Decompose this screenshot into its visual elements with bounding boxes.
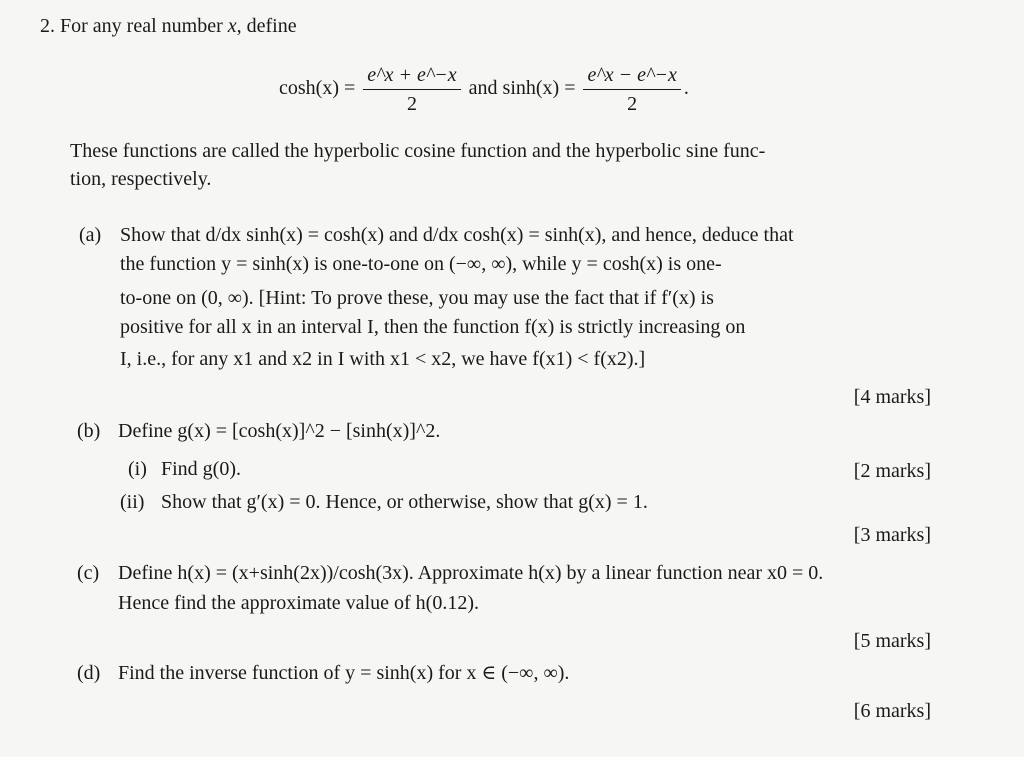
question-intro: For any real number — [60, 15, 223, 37]
part-a-line-1: Show that d/dx sinh(x) = cosh(x) and d/dx cosh(x) = sinh(x), and hence, deduce that — [120, 224, 794, 246]
question-number: 2. — [40, 15, 55, 37]
part-c-marks: [5 marks] — [853, 630, 931, 652]
cosh-lhs: cosh(x) = — [279, 77, 356, 100]
part-a-label: (a) — [79, 224, 102, 246]
part-b-label: (b) — [77, 420, 101, 442]
cosh-fraction — [363, 62, 460, 117]
question-header — [40, 13, 297, 39]
part-a-marks: [4 marks] — [853, 386, 931, 408]
part-d-text: Find the inverse function of y = sinh(x) for x ∈ (−∞, ∞). — [118, 662, 570, 684]
cosh-denominator: 2 — [363, 89, 460, 117]
question-intro-end: , define — [236, 15, 297, 37]
part-b-ii-marks: [3 marks] — [853, 524, 931, 546]
part-b-i-label: (i) — [128, 458, 147, 480]
part-b-ii-label: (ii) — [120, 491, 145, 513]
question-intro-variable: x — [227, 15, 237, 37]
part-a-line-5: I, i.e., for any x1 and x2 in I with x1 < x2, we have f(x1) < f(x2).] — [120, 348, 646, 370]
part-c-line-1: Define h(x) = (x+sinh(2x))/cosh(3x). Approximate h(x) by a linear function near x0 = 0. — [118, 562, 824, 584]
sinh-lhs: sinh(x) = — [502, 77, 576, 100]
part-c-line-2: Hence find the approximate value of h(0.12). — [118, 592, 479, 614]
part-b-text: Define g(x) = [cosh(x)]^2 − [sinh(x)]^2. — [118, 420, 441, 442]
definition-period: . — [683, 77, 689, 100]
part-a-line-2: the function y = sinh(x) is one-to-one on (−∞, ∞), while y = cosh(x) is one- — [120, 253, 722, 275]
sinh-numerator: e^x − e^−x — [587, 64, 677, 86]
part-d-label: (d) — [77, 662, 101, 684]
description-line-2: tion, respectively. — [70, 168, 212, 190]
part-c-label: (c) — [77, 562, 100, 584]
part-b-ii-text: Show that g′(x) = 0. Hence, or otherwise, show that g(x) = 1. — [161, 491, 648, 513]
sinh-fraction — [583, 62, 680, 117]
part-b-i-text: Find g(0). — [161, 458, 241, 480]
part-a-line-3: to-one on (0, ∞). [Hint: To prove these, you may use the fact that if f′(x) is — [120, 287, 714, 309]
cosh-numerator: e^x + e^−x — [367, 64, 457, 86]
part-d-marks: [6 marks] — [853, 700, 931, 722]
part-a-line-4: positive for all x in an interval I, then the function f(x) is strictly increasing on — [120, 316, 746, 338]
and-text: and — [468, 77, 498, 100]
definition-equation — [279, 62, 689, 117]
part-b-i-marks: [2 marks] — [853, 460, 931, 482]
sinh-denominator: 2 — [583, 89, 680, 117]
description-line-1: These functions are called the hyperbolic cosine function and the hyperbolic sine func- — [70, 140, 766, 162]
